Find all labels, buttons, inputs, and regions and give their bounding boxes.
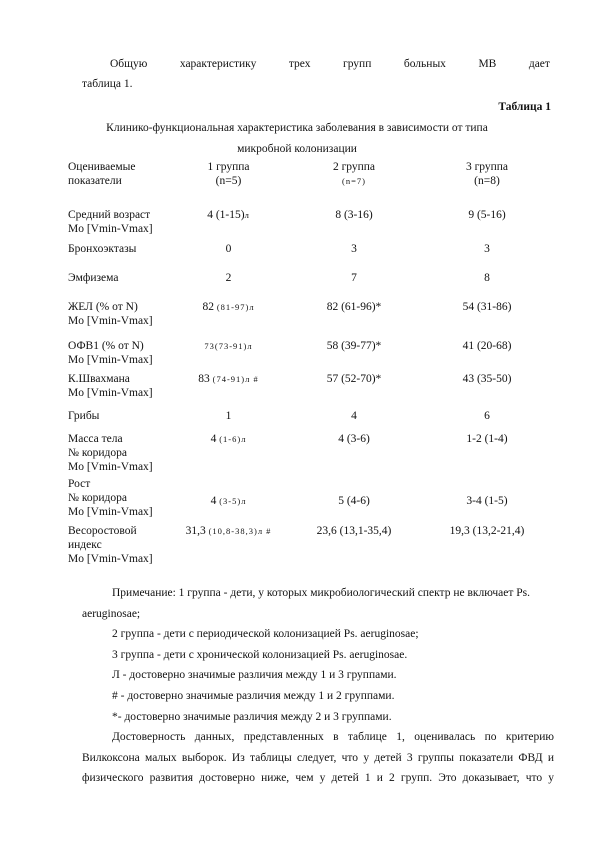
row-label (68, 372, 170, 409)
intro-line-2: таблица 1. (82, 78, 133, 90)
row-label-line: Mo [Vmin-Vmax] (68, 461, 153, 473)
row-label-line: Рост (68, 478, 91, 490)
note-group-3: 3 группа - дети с хронической колонизацией Ps. aeruginosae. (112, 648, 408, 661)
row-label-line: К.Швахмана (68, 373, 130, 385)
table-row-fvc (68, 300, 553, 339)
table-caption: Таблица 1 (498, 101, 551, 113)
cell-group-3: 6 (484, 410, 490, 422)
cell-group-2: 57 (52-70)* (326, 373, 382, 385)
notes-section (82, 583, 554, 789)
row-label: Эмфизема (68, 272, 119, 284)
row-label-line: индекс (68, 539, 102, 551)
table-row-bronchiectasis (68, 242, 553, 271)
cell-mark: л (244, 210, 250, 220)
row-label (68, 339, 170, 372)
cell-group-2: 8 (3-16) (335, 209, 373, 221)
cell-mark: л (247, 341, 253, 351)
row-label-line: № коридора (68, 492, 127, 504)
cell-group-1 (170, 477, 287, 524)
row-label-line: Mo [Vmin-Vmax] (68, 354, 153, 366)
row-label: Грибы (68, 410, 100, 422)
body-paragraph-line-3: физического развития достоверно ниже, чем у детей 1 и 2 групп. Это доказывает, что у (82, 772, 554, 785)
cell-group-3: 3-4 (1-5) (466, 494, 508, 507)
table-row-fev1 (68, 339, 553, 372)
cell-group-2: 7 (351, 272, 357, 284)
cell-mark: л (241, 434, 247, 444)
cell-range: (1-6) (219, 434, 242, 444)
header-group-3-n: (n=8) (474, 175, 500, 187)
cell-group-2: 4 (3-6) (338, 433, 370, 445)
table-row-height (68, 477, 553, 524)
cell-group-1 (170, 208, 287, 242)
row-label-line: Mo [Vmin-Vmax] (68, 506, 153, 518)
cell-group-3: 54 (31-86) (462, 301, 512, 313)
cell-value: 4 (210, 433, 217, 445)
note-mark-star: *- достоверно значимые различия между 2 и 3 группами. (112, 710, 392, 723)
row-label-line: № коридора (68, 447, 127, 459)
note-mark-hash: # - достоверно значимые различия между 1 и 2 группами. (112, 689, 395, 702)
cell-group-1: 1 (225, 410, 232, 422)
row-label-line: Масса тела (68, 433, 123, 445)
header-group-3 (421, 160, 553, 208)
header-group-1-title: 1 группа (207, 161, 250, 173)
intro-word: характеристику (179, 58, 257, 70)
row-label-line: ОФВ1 (% от N) (68, 340, 144, 352)
header-group-2-title: 2 группа (332, 161, 376, 173)
cell-value: 4 (210, 494, 217, 507)
table-row-shwachman (68, 372, 553, 409)
cell-group-3: 19,3 (13,2-21,4) (449, 525, 525, 537)
cell-group-1 (170, 339, 287, 372)
cell-range: (81-97) (216, 302, 250, 312)
cell-group-1 (170, 432, 287, 477)
table-title-line-2: микробной колонизации (237, 143, 357, 155)
cell-value: 4 (1-15) (207, 209, 245, 221)
cell-group-1: 2 (225, 272, 232, 284)
cell-value: 73(73-91) (204, 341, 248, 351)
cell-range: (10,8-38,3) (208, 526, 258, 536)
table-header-row (68, 160, 553, 208)
note-group-1-cont: aeruginosae; (82, 607, 141, 620)
header-indicator (68, 160, 170, 208)
cell-group-3: 3 (484, 243, 490, 255)
cell-value: 31,3 (185, 525, 206, 537)
intro-word: групп (342, 58, 372, 70)
cell-group-1 (170, 372, 287, 409)
cell-group-2: 5 (4-6) (338, 494, 370, 507)
characteristics-table (68, 160, 553, 569)
cell-group-2: 82 (61-96)* (326, 301, 382, 313)
row-label-line: Mo [Vmin-Vmax] (68, 315, 153, 327)
row-label: Бронхоэктазы (68, 243, 137, 255)
cell-group-3: 43 (35-50) (462, 373, 512, 385)
table-title-line-1: Клинико-функциональная характеристика заболевания в зависимости от типа (106, 122, 488, 134)
cell-mark: л (249, 302, 255, 312)
header-group-1-n: (n=5) (215, 175, 242, 187)
intro-word: Общую (110, 58, 148, 70)
cell-group-3: 1-2 (1-4) (466, 433, 508, 445)
note-group-1: Примечание: 1 группа - дети, у которых микробиологический спектр не включает Ps. (112, 587, 530, 599)
intro-word: МВ (478, 58, 497, 70)
cell-value: 83 (198, 373, 210, 385)
row-label (68, 432, 170, 477)
cell-group-2: 4 (351, 410, 357, 422)
intro-word: дает (528, 58, 550, 70)
header-group-3-title: 3 группа (465, 161, 509, 173)
row-label (68, 524, 170, 569)
table-row-emphysema (68, 271, 553, 300)
header-group-1 (170, 160, 287, 208)
cell-value: 82 (202, 301, 214, 313)
intro-word: больных (403, 58, 446, 70)
table-row-age (68, 208, 553, 242)
row-label-line: Mo [Vmin-Vmax] (68, 553, 153, 565)
header-indicator-line-2: показатели (68, 175, 122, 187)
cell-mark: л (241, 495, 247, 506)
intro-word: трех (288, 58, 311, 70)
cell-group-3: 41 (20-68) (462, 340, 512, 352)
row-label-line: ЖЕЛ (% от N) (68, 301, 138, 313)
body-paragraph-line-2: Вилкоксона малых выборок. Из таблицы следует, что у детей 3 группы показатели ФВД и (82, 751, 554, 764)
cell-mark: л # (257, 526, 272, 536)
table-row-body-mass (68, 432, 553, 477)
row-label (68, 208, 170, 242)
cell-range: (74-91) (212, 374, 246, 384)
cell-group-1 (170, 300, 287, 339)
cell-mark: л # (245, 374, 259, 384)
note-mark-l: Л - достоверно значимые различия между 1 и 3 группами. (112, 669, 397, 682)
table-row-fungi (68, 409, 553, 432)
note-group-2: 2 группа - дети с периодической колонизацией Ps. aeruginosae; (112, 628, 419, 641)
row-label-line: Mo [Vmin-Vmax] (68, 387, 153, 399)
cell-group-3: 8 (484, 272, 490, 284)
cell-group-2: 23,6 (13,1-35,4) (316, 525, 392, 537)
row-label (68, 477, 170, 524)
row-label-line: Mo [Vmin-Vmax] (68, 223, 153, 235)
cell-group-2: 58 (39-77)* (326, 340, 382, 352)
row-label (68, 300, 170, 339)
cell-group-3: 9 (5-16) (468, 209, 506, 221)
body-paragraph-line-1: Достоверность данных, представленных в таблице 1, оценивалась по критерию (112, 731, 554, 744)
row-label-line: Весоростовой (68, 525, 137, 537)
header-group-2 (287, 160, 421, 208)
table-row-bmi (68, 524, 553, 569)
header-group-2-n: (n=7) (342, 176, 366, 186)
cell-group-2: 3 (351, 243, 357, 255)
header-indicator-line-1: Оцениваемые (68, 161, 136, 173)
intro-line-1 (110, 58, 550, 70)
cell-group-1: 0 (225, 243, 232, 255)
row-label-line: Средний возраст (68, 209, 151, 221)
cell-group-1 (170, 524, 287, 569)
cell-range: (3-5) (219, 495, 242, 506)
